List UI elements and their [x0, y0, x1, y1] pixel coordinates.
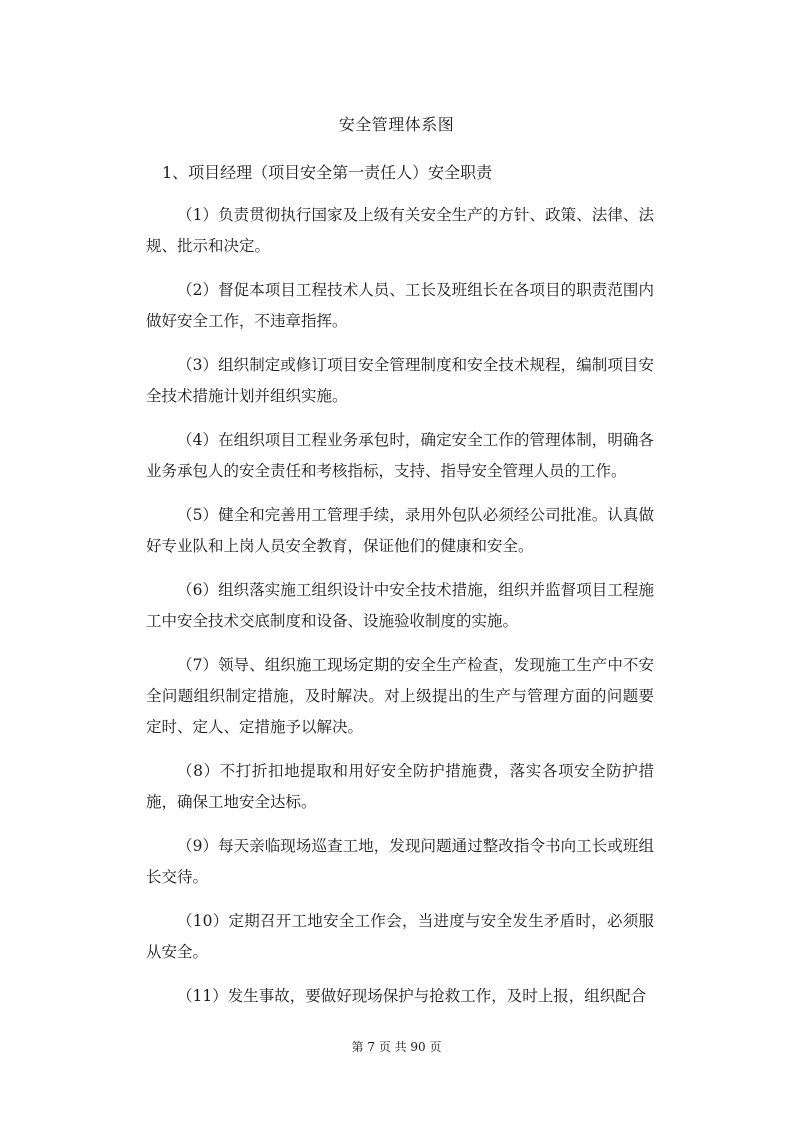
paragraph-9: （9）每天亲临现场巡查工地，发现问题通过整改指令书向工长或班组长交待。 — [146, 837, 654, 886]
page-title: 安全管理体系图 — [338, 115, 455, 134]
paragraph-8: （8）不打折扣地提取和用好安全防护措施费，落实各项安全防护措施，确保工地安全达标。 — [146, 762, 654, 811]
paragraph-11: （11）发生事故，要做好现场保护与抢救工作，及时上报，组织配合 — [177, 987, 647, 1005]
paragraph-5: （5）健全和完善用工管理手续，录用外包队必须经公司批准。认真做好专业队和上岗人员安全教育，保证他们的健康和安全。 — [146, 506, 654, 555]
section-heading: 1、项目经理（项目安全第一责任人）安全职责 — [162, 163, 493, 182]
paragraph-7: （7）领导、组织施工现场定期的安全生产检查，发现施工生产中不安全问题组织制定措施，及时解决。对上级提出的生产与管理方面的问题要定时、定人、定措施予以解决。 — [146, 656, 654, 736]
paragraph-6: （6）组织落实施工组织设计中安全技术措施，组织并监督项目工程施工中安全技术交底制度和设备、设施验收制度的实施。 — [146, 581, 654, 630]
paragraph-2: （2）督促本项目工程技术人员、工长及班组长在各项目的职责范围内做好安全工作，不违章指挥。 — [146, 281, 654, 330]
paragraph-1: （1）负责贯彻执行国家及上级有关安全生产的方针、政策、法律、法规、批示和决定。 — [146, 206, 654, 255]
body-text — [146, 200, 654, 1025]
paragraph-3: （3）组织制定或修订项目安全管理制度和安全技术规程，编制项目安全技术措施计划并组织实施。 — [146, 356, 654, 405]
paragraph-4: （4）在组织项目工程业务承包时，确定安全工作的管理体制，明确各业务承包人的安全责任和考核指标，支持、指导安全管理人员的工作。 — [146, 431, 654, 480]
page-footer: 第 7 页 共 90 页 — [351, 1040, 442, 1054]
paragraph-10: （10）定期召开工地安全工作会，当进度与安全发生矛盾时，必须服从安全。 — [146, 912, 654, 961]
